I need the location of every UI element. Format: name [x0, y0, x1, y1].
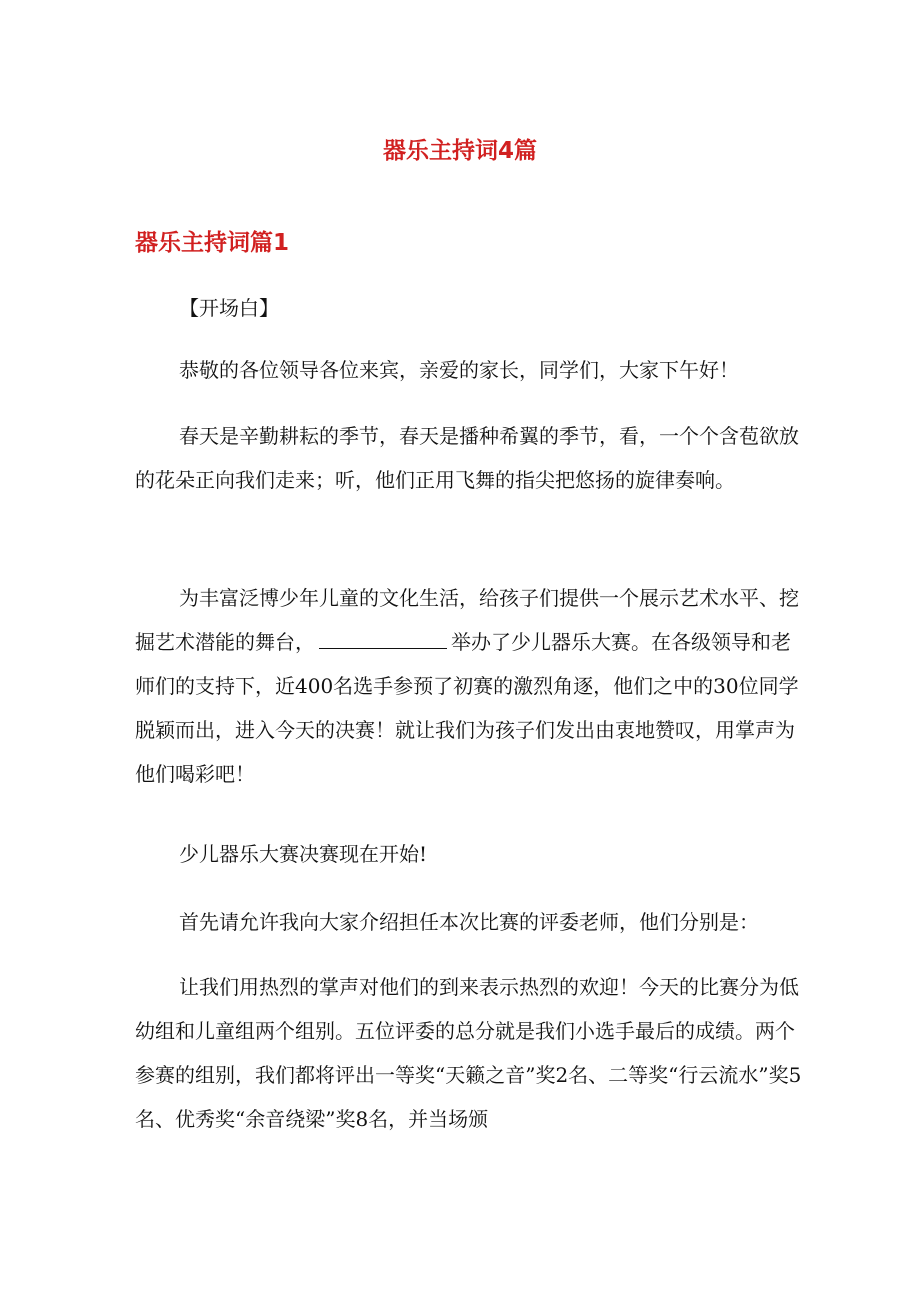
organizer-blank-line [319, 630, 447, 649]
opening-label: 【开场白】 [179, 296, 279, 320]
greeting-paragraph: 恭敬的各位领导各位来宾，亲爱的家长，同学们，大家下午好！ [179, 358, 739, 382]
document-title: 器乐主持词4篇 [382, 138, 537, 164]
judges-paragraph: 首先请允许我向大家介绍担任本次比赛的评委老师，他们分别是： [179, 910, 759, 934]
start-paragraph: 少儿器乐大赛决赛现在开始! [179, 842, 428, 866]
spring-paragraph: 春天是辛勤耕耘的季节，春天是播种希翼的季节，看，一个个含苞欲放的花朵正向我们走来；听，他们正用飞舞的指尖把悠扬的旋律奏响。 [135, 424, 799, 492]
purpose-text-before: 为丰富泛博少年儿童的文化生活，给孩子们提供一个展示艺术水平、挖掘艺术潜能的舞台， [135, 586, 799, 654]
purpose-paragraph [135, 576, 807, 796]
purpose-text-after: 举办了少儿器乐大赛。在各级领导和老师们的支持下，近400名选手参预了初赛的激烈角逐，他们之中的30位同学脱颖而出，进入今天的决赛！就让我们为孩子们发出由衷地赞叹，用掌声为他们喝彩吧！ [135, 630, 799, 786]
section-heading: 器乐主持词篇1 [135, 230, 290, 256]
welcome-paragraph: 让我们用热烈的掌声对他们的到来表示热烈的欢迎！今天的比赛分为低幼组和儿童组两个组别。五位评委的总分就是我们小选手最后的成绩。两个参赛的组别，我们都将评出一等奖“天籁之音”奖2名、二等奖“行云流水”奖5名、优秀奖“余音绕梁”奖8名，并当场颁 [135, 975, 802, 1131]
